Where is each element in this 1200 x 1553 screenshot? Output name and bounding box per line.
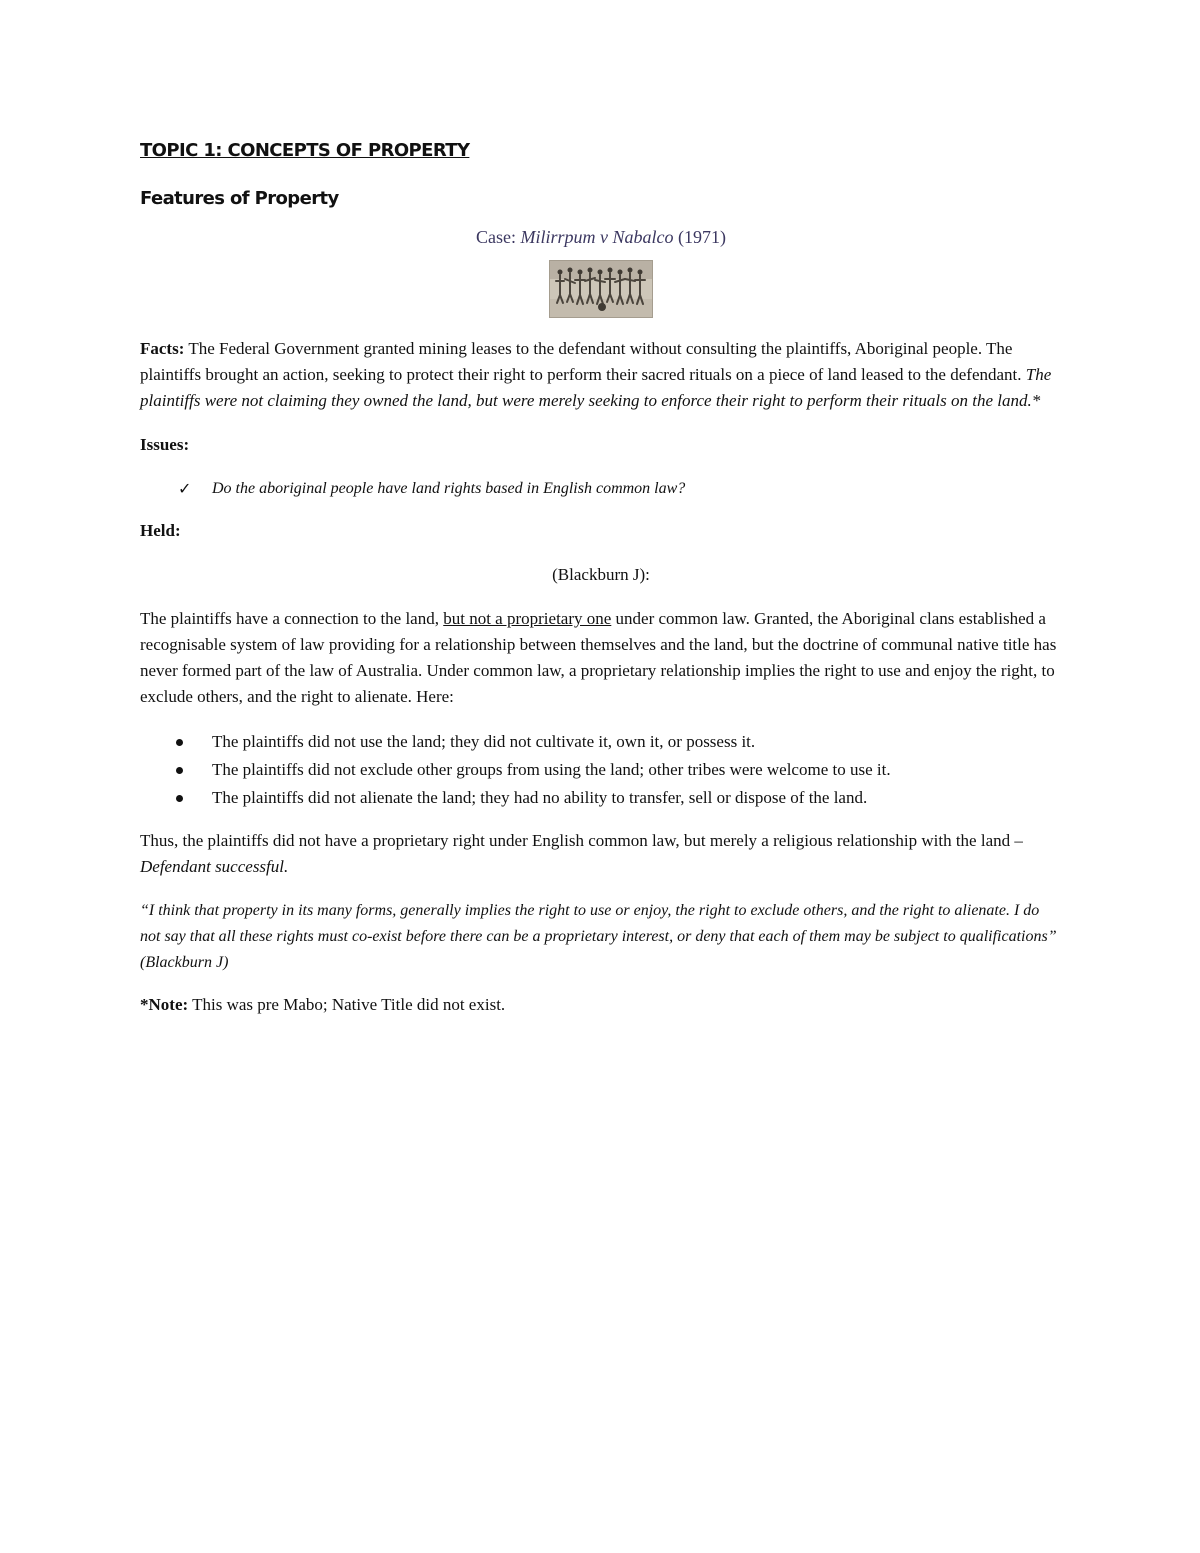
held-text-after: under common law. Granted, the Aboriginal clans established a recognisable system of law providing for a relationship between themselves and the land, but the doctrine of communal native title has never formed part of the law of Australia. Under common law, a proprietary relationship implies the right to use and enjoy the right, to exclude others, and the right to alienate. Here:: [140, 609, 1057, 706]
bullet-icon: [176, 767, 183, 774]
facts-paragraph: [140, 336, 1062, 414]
note-paragraph: [140, 992, 1062, 1018]
document-page: [140, 138, 1062, 1018]
held-label: Held:: [140, 521, 181, 540]
held-underlined-text: but not a proprietary one: [443, 609, 612, 628]
bullet-item: [140, 784, 1062, 812]
bullet-item: [140, 728, 1062, 756]
case-year: (1971): [673, 227, 726, 247]
bullet-text: The plaintiffs did not alienate the land; they had no ability to transfer, sell or dispose of the land.: [212, 788, 868, 807]
issues-list: [140, 476, 1062, 502]
conclusion-text: Thus, the plaintiffs did not have a proprietary right under English common law, but merely a religious relationship with the land –: [140, 831, 1023, 850]
conclusion-paragraph: [140, 828, 1062, 880]
case-heading: [140, 224, 1062, 250]
note-text: This was pre Mabo; Native Title did not exist.: [188, 995, 506, 1014]
facts-label: Facts:: [140, 339, 185, 358]
held-text-before: The plaintiffs have a connection to the land,: [140, 609, 444, 628]
held-bullet-list: [140, 728, 1062, 812]
issues-label: Issues:: [140, 435, 190, 454]
case-name: Milirrpum v Nabalco: [520, 227, 674, 247]
bullet-icon: [176, 795, 183, 802]
section-heading: Features of Property: [140, 188, 339, 209]
check-icon: ✓: [178, 479, 192, 498]
note-label: *Note:: [140, 995, 189, 1014]
facts-italic-text: The plaintiffs were not claiming they owned the land, but were merely seeking to enforce their right to perform their rituals on the land.*: [140, 365, 1052, 410]
conclusion-italic: Defendant successful.: [140, 857, 289, 876]
bullet-text: The plaintiffs did not exclude other groups from using the land; other tribes were welcome to use it.: [212, 760, 891, 779]
bullet-icon: [176, 739, 183, 746]
case-prefix: Case:: [476, 227, 521, 247]
bullet-item: [140, 756, 1062, 784]
held-judge: (Blackburn J):: [552, 565, 650, 584]
bullet-text: The plaintiffs did not use the land; they did not cultivate it, own it, or possess it.: [212, 732, 756, 751]
issue-item: [140, 476, 1062, 502]
case-photo: [549, 260, 653, 318]
issue-text: Do the aboriginal people have land rights based in English common law?: [212, 480, 686, 497]
judge-quote: “I think that property in its many forms, generally implies the right to use or enjoy, the right to exclude others, and the right to alienate. I do not say that all these rights must co-exist before there can be a proprietary interest, or deny that each of them may be subject to qualifications” (Blackburn J): [140, 902, 1057, 971]
held-paragraph: [140, 606, 1062, 710]
facts-text: The Federal Government granted mining leases to the defendant without consulting the plaintiffs, Aboriginal people. The plaintiffs brought an action, seeking to protect their right to perform their sacred rituals on a piece of land leased to the defendant.: [140, 339, 1026, 384]
case-photo-container: [140, 260, 1062, 318]
topic-title: TOPIC 1: CONCEPTS OF PROPERTY: [140, 140, 470, 161]
